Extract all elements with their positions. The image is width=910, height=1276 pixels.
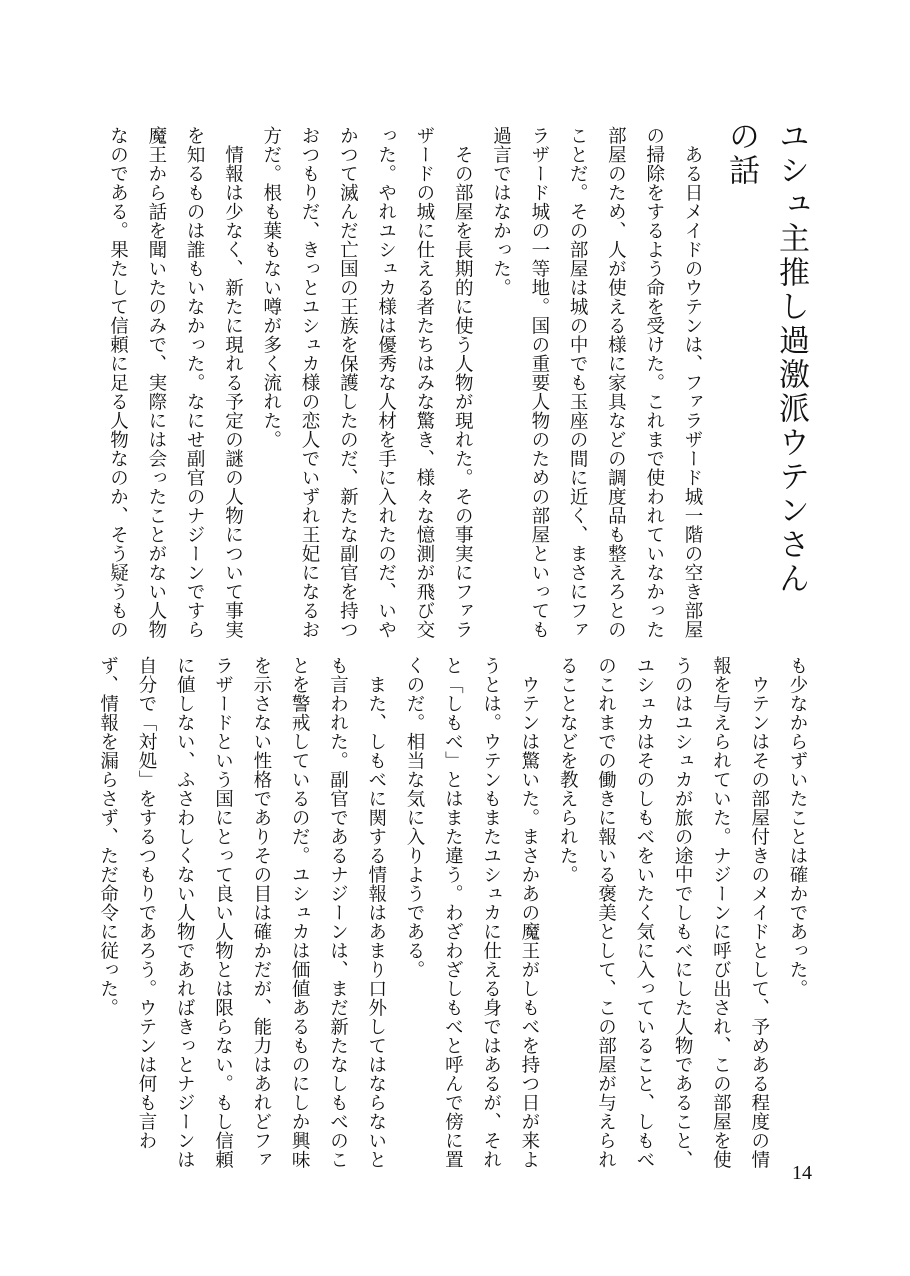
body-text-upper xyxy=(107,126,711,646)
paragraph: その部屋を長期的に使う人物が現れた。その事実にファラザードの城に仕える者たちはみな驚き、様々な憶測が飛び交った。やれユシュカ様は優秀な人材を手に入れたのだ、いやかつて滅んだ亡国の王族を保護したのだ、新たな副官を持つおつもりだ、きっとユシュカ様の恋人でいずれ王妃になるお方だ。根も葉もない噂が多く流れた。 xyxy=(260,126,474,639)
paragraph: また、しもべに関する情報はあまり口外してはならないとも言われた。副官であるナジーンは、まだ新たなしもべのことを警戒しているのだ。ユシュカは価値あるものにしか興味を示さない性格でありその目は確かだが、能力はあれどファラザードという国にとって良い人物とは限らない。もし信頼に値しない、ふさわしくない人物であればきっとナジーンは自分で「対処」をするつもりであろう。ウテンは何も言わず、情報を漏らさず、ただ命令に従った。 xyxy=(97,656,387,1169)
paragraph: ウテンはその部屋付きのメイドとして、予めある程度の情報を与えられていた。ナジーンに呼び出され、この部屋を使うのはユシュカが旅の途中でしもべにした人物であること、ユシュカはそのしもべをいたく気に入っていること、しもべのこれまでの働きに報いる褒美として、この部屋が与えられることなどを教えられた。 xyxy=(557,656,770,1169)
page-title: ユシュ主推し過激派ウテンさんの話 xyxy=(723,120,809,596)
paragraph: 情報は少なく、新たに現れる予定の謎の人物について事実を知るものは誰もいなかった。なにせ副官のナジーンですら魔王から話を聞いたのみで、実際には会ったことがない人物なのである。果たして信頼に足る人物なのか、そう疑うもの xyxy=(107,126,244,639)
body-text-lower xyxy=(97,656,816,1176)
paragraph: ウテンは驚いた。まさかあの魔王がしもべを持つ日が来ようとは。ウテンもまたユシュカに仕える身ではあるが、それと「しもべ」とはまた違う。わざわざしもべと呼んで傍に置くのだ。相当な気に入りようである。 xyxy=(404,656,540,1169)
page-number: 14 xyxy=(792,1162,812,1184)
paragraph: も少なからずいたことは確かであった。 xyxy=(787,656,808,998)
paragraph: ある日メイドのウテンは、ファラザード城一階の空き部屋の掃除をするよう命を受けた。これまで使われていなかった部屋のため、人が使える様に家具などの調度品も整えろとのことだ。その部屋は城の中でも玉座の間に近く、まさにファラザード城の一等地。国の重要人物のための部屋といっても過言ではなかった。 xyxy=(490,126,703,639)
